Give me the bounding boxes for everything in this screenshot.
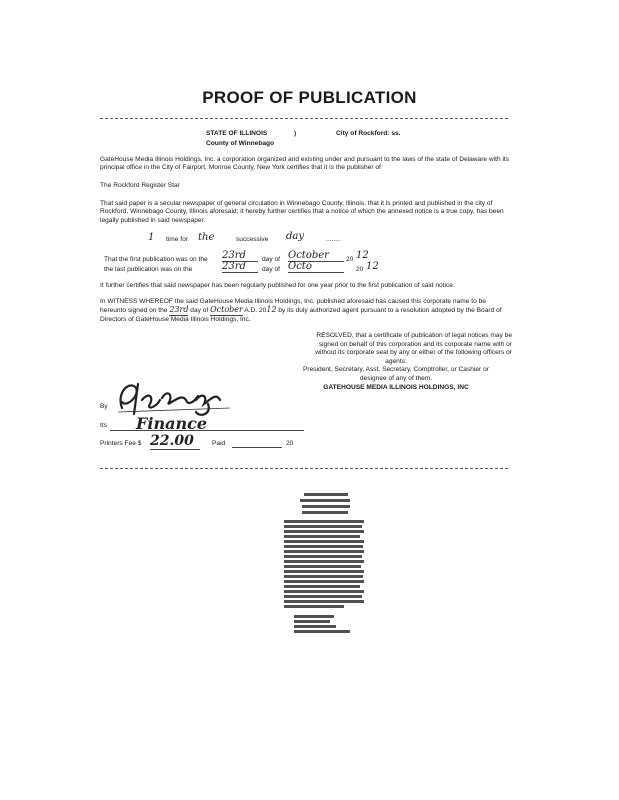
resolved-line: signed on behalf of this corporation and its corporate name with or: [318, 340, 512, 348]
its-label: Its: [100, 422, 107, 429]
by-label: By: [100, 403, 108, 410]
bottom-divider: [100, 468, 508, 469]
witness-ad: A.D. 20: [244, 307, 267, 315]
paid-underline: [232, 447, 282, 448]
page-title: PROOF OF PUBLICATION: [202, 88, 417, 107]
successive-label: successive: [236, 236, 269, 243]
its-handwritten: Finance: [136, 414, 207, 433]
state-label: STATE OF ILLINOIS: [206, 130, 268, 137]
county-label: County of Winnebago: [206, 140, 275, 147]
last-pub-label: the last publication was on the: [104, 266, 193, 273]
regular-publication-paragraph: It further certifies that said newspaper has been regularly published for one year prior to the first publication of said notice.: [100, 282, 455, 289]
witness-paragraph: [100, 298, 510, 324]
its-underline: [110, 430, 304, 431]
title-divider: [100, 118, 508, 119]
witness-text: In WITNESS WHEREOF the said GateHouse Media Illinois Holdings, Inc. published aforesaid has caused this corporate name to be hereunto signed on the: [100, 298, 486, 315]
last-pub-month-handwritten: Octo: [288, 261, 344, 273]
printers-fee-handwritten: 22.00: [150, 433, 200, 450]
signature: [112, 370, 242, 420]
resolved-block: [280, 332, 512, 392]
witness-month-handwritten: October: [210, 305, 243, 315]
last-pub-day-label: day of: [262, 266, 280, 273]
paid-label: Paid: [212, 440, 226, 447]
times-unit-handwritten: day: [286, 231, 305, 242]
first-pub-day-handwritten: 23rd: [222, 250, 258, 262]
resolved-line: agents:: [385, 357, 407, 365]
times-count-handwritten: 1: [148, 232, 155, 243]
times-the-handwritten: the: [198, 232, 215, 243]
first-pub-year-handwritten: 12: [356, 250, 369, 261]
first-pub-month-handwritten: October: [288, 250, 344, 262]
last-pub-year-handwritten: 12: [366, 261, 379, 272]
times-label: time for: [166, 236, 188, 243]
witness-year-handwritten: 12: [266, 305, 277, 315]
state-brace: ): [294, 130, 297, 137]
first-pub-label: That the first publication was on the: [104, 256, 208, 263]
last-pub-year: 20: [356, 266, 364, 273]
resolved-line: without its corporate seal by any or either of the following officers or: [315, 349, 512, 357]
resolved-line: President, Secretary, Asst. Secretary, Comptroller, or Cashier or: [303, 366, 489, 374]
first-pub-year: 20: [346, 256, 354, 263]
resolved-line: RESOLVED, that a certificate of publication of legal notices may be: [316, 332, 512, 339]
witness-mid: day of: [190, 307, 209, 315]
circulation-paragraph: That said paper is a secular newspaper of general circulation in Winnebago County, Illinois, that it is printed and published in the city of Rockford, Winnebago County, Illinois aforesaid; it hereby further certifies that a notice of which the annexed notice is a true copy, has been legally published in said newspaper.: [100, 200, 504, 224]
witness-tail: by its duly authorized agent pursuant to a resolution adopted by the Board of Directors of GateHouse Media Illinois Holdings, Inc.: [100, 307, 502, 323]
times-trail: ........: [326, 236, 341, 243]
newspaper-clipping-image: [282, 487, 367, 640]
resolved-line: designee of any of them.: [359, 374, 433, 382]
printers-fee-label: Printers Fee $: [100, 440, 142, 447]
intro-paragraph: GateHouse Media Illinois Holdings, Inc. a corporation organized and existing under and pursuant to the laws of the state of Delaware with its principal office in the City of Fairport, Monroe County, New York certifies that it is the publisher of: [100, 156, 510, 172]
last-pub-day-handwritten: 23rd: [222, 261, 258, 273]
company-name: GATEHOUSE MEDIA ILLINOIS HOLDINGS, INC: [323, 383, 469, 391]
paid-year: 20: [286, 440, 294, 447]
newspaper-name: The Rockford Register Star: [100, 182, 180, 189]
witness-day-handwritten: 23rd: [169, 305, 189, 315]
city-label: City of Rockford: ss.: [336, 130, 401, 137]
first-pub-day-label: day of: [262, 256, 280, 263]
